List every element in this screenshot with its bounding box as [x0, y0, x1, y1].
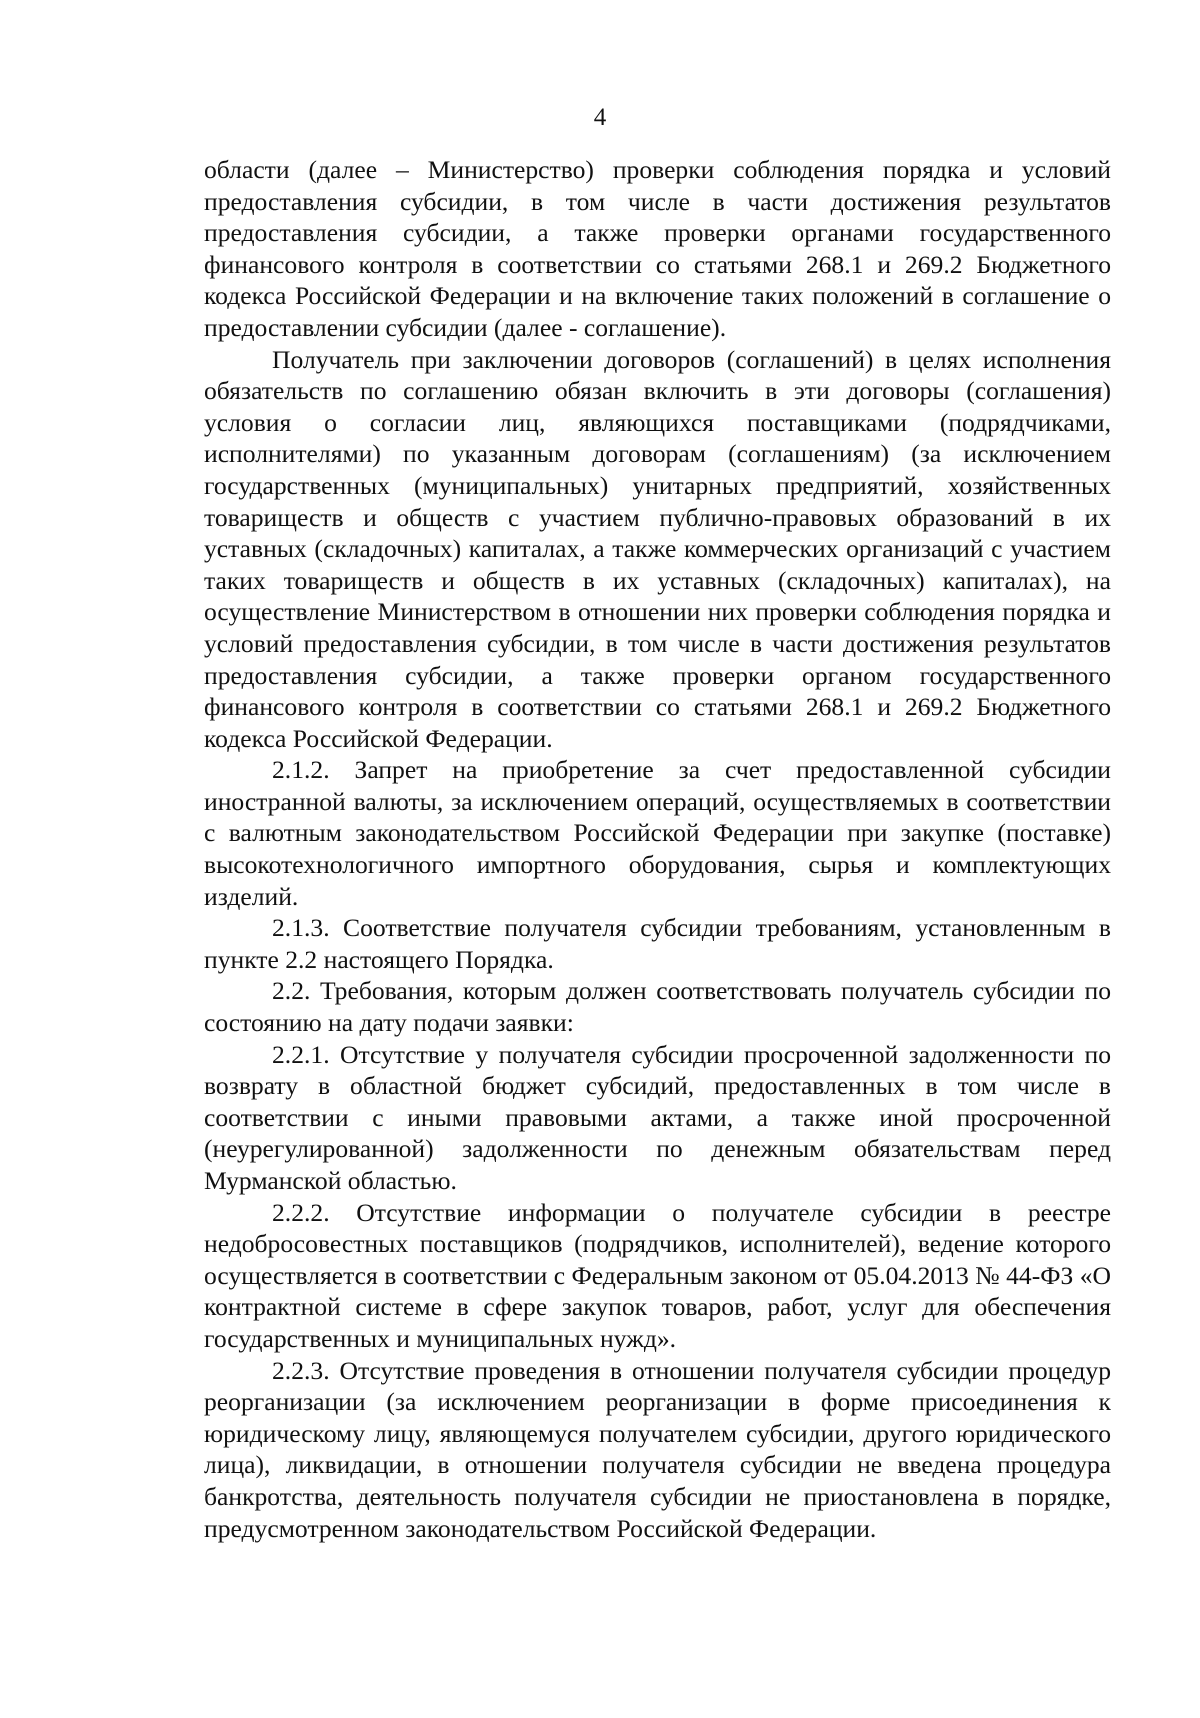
- document-body: [204, 154, 1111, 1544]
- paragraph-2-2-3: 2.2.3. Отсутствие проведения в отношении получателя субсидии процедур реорганизации (за исключением реорганизации в форме присоединения к юридическому лицу, являющемуся получателем субсидии, другого юридического лица), ликвидации, в отношении получателя субсидии не введена процедура банкротства, деятельность получателя субсидии не приостановлена в порядке, предусмотренном законодательством Российской Федерации.: [204, 1355, 1111, 1543]
- paragraph-2-2-1: 2.2.1. Отсутствие у получателя субсидии просроченной задолженности по возврату в областной бюджет субсидий, предоставленных в том числе в соответствии с иными правовыми актами, а также иной просроченной (неурегулированной) задолженности по денежным обязательствам перед Мурманской областью.: [204, 1039, 1111, 1195]
- paragraph-2-2-2: 2.2.2. Отсутствие информации о получателе субсидии в реестре недобросовестных поставщиков (подрядчиков, исполнителей), ведение которого осуществляется в соответствии с Федеральным законом от 05.04.2013 № 44-ФЗ «О контрактной системе в сфере закупок товаров, работ, услуг для обеспечения государственных и муниципальных нужд».: [204, 1197, 1111, 1353]
- paragraph-ministry-inspection: области (далее – Министерство) проверки соблюдения порядка и условий предоставления субсидии, в том числе в части достижения результатов предоставления субсидии, а также проверки органами государственного финансового контроля в соответствии со статьями 268.1 и 269.2 Бюджетного кодекса Российской Федерации и на включение таких положений в соглашение о предоставлении субсидии (далее - соглашение).: [204, 155, 1111, 342]
- page-number: 4: [593, 104, 607, 131]
- paragraph-2-1-3: 2.1.3. Соответствие получателя субсидии требованиям, установленным в пункте 2.2 настоящего Порядка.: [204, 913, 1111, 974]
- paragraph-2-1-2: 2.1.2. Запрет на приобретение за счет предоставленной субсидии иностранной валюты, за исключением операций, осуществляемых в соответствии с валютным законодательством Российской Федерации при закупке (поставке) высокотехнологичного импортного оборудования, сырья и комплектующих изделий.: [204, 755, 1111, 911]
- paragraph-recipient-contracts: Получатель при заключении договоров (соглашений) в целях исполнения обязательств по соглашению обязан включить в эти договоры (соглашения) условия о согласии лиц, являющихся поставщиками (подрядчиками, исполнителями) по указанным договорам (соглашениям) (за исключением государственных (муниципальных) унитарных предприятий, хозяйственных товариществ и обществ с участием публично-правовых образований в их уставных (складочных) капиталах, а также коммерческих организаций с участием таких товариществ и обществ в их уставных (складочных) капиталах), на осуществление Министерством в отношении них проверки соблюдения порядка и условий предоставления субсидии, в том числе в части достижения результатов предоставления субсидии, а также проверки органом государственного финансового контроля в соответствии со статьями 268.1 и 269.2 Бюджетного кодекса Российской Федерации.: [204, 344, 1111, 753]
- paragraph-2-2: 2.2. Требования, которым должен соответствовать получатель субсидии по состоянию на дату подачи заявки:: [204, 976, 1111, 1038]
